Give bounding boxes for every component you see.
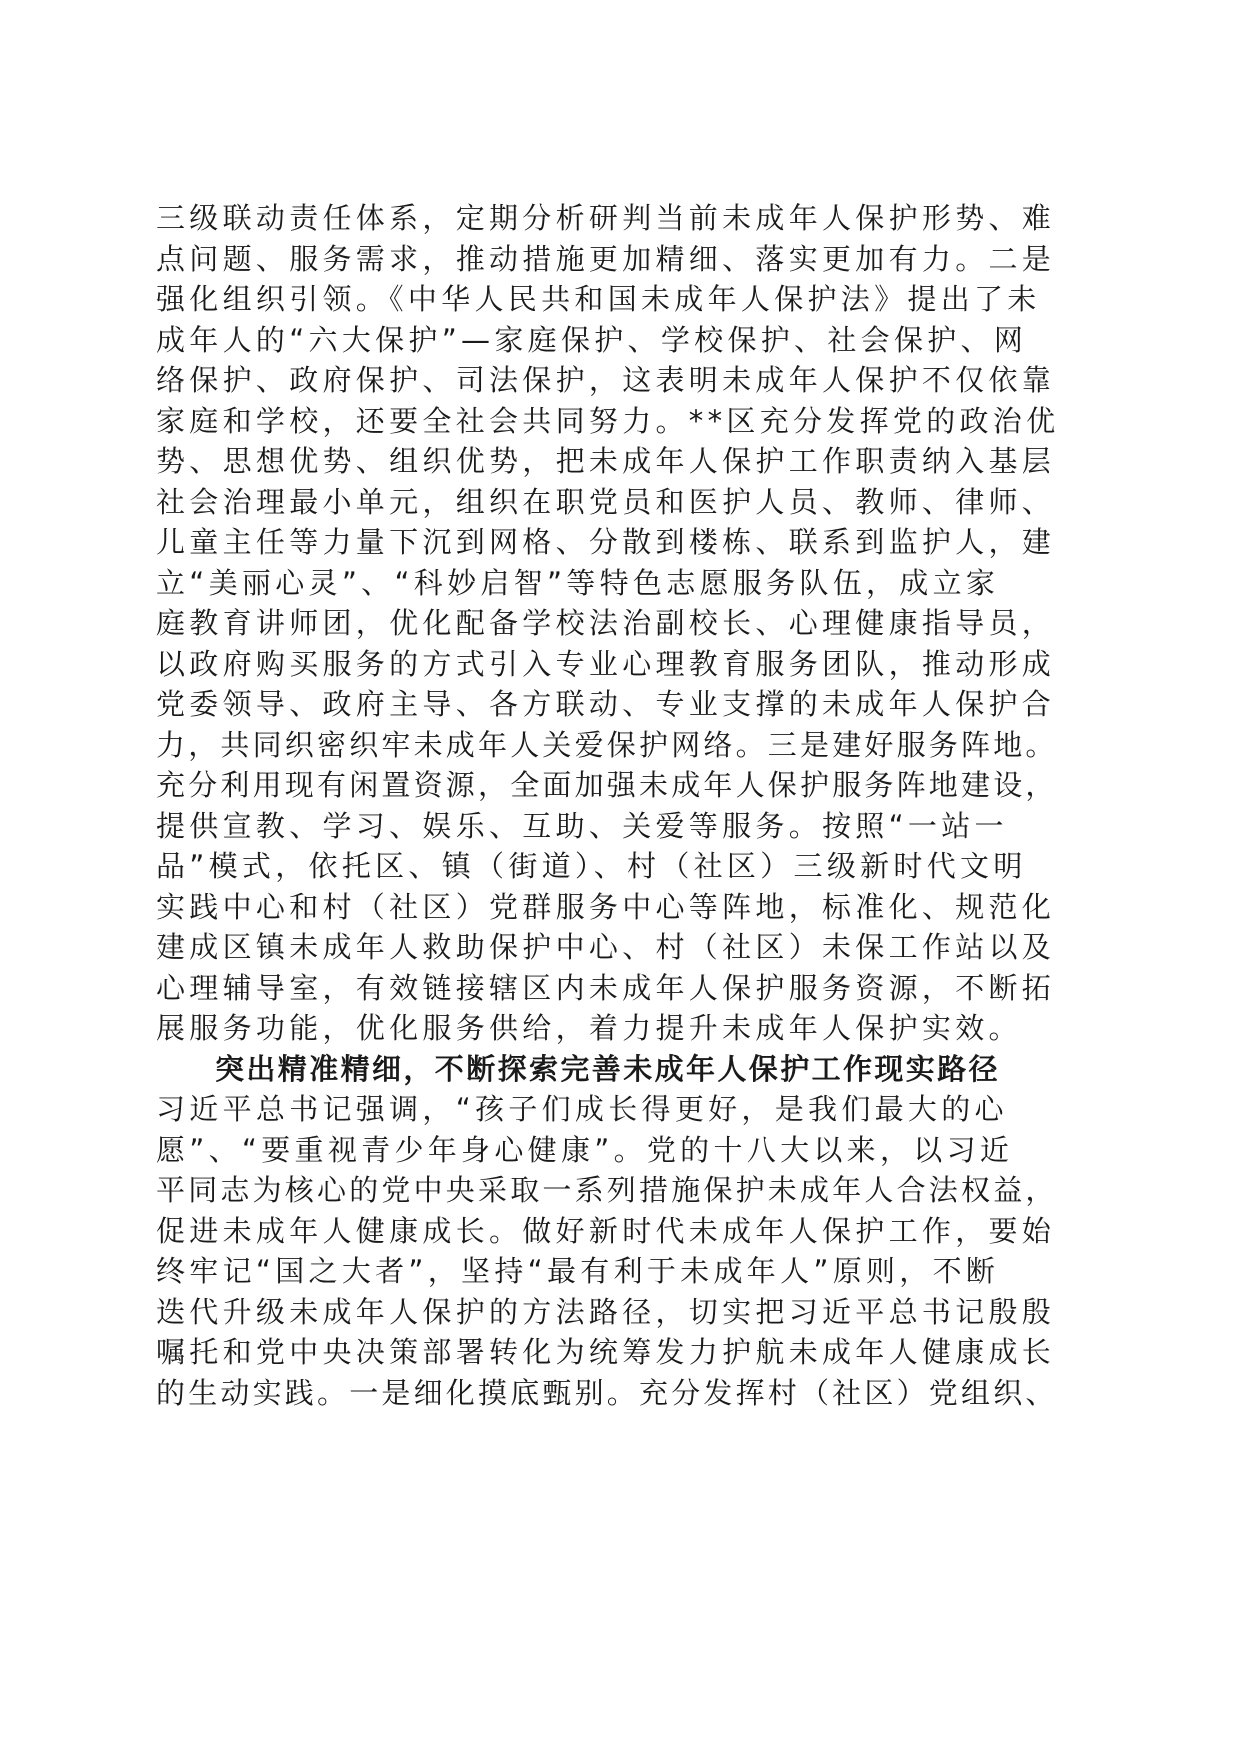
- text-line: 提供宣教、学习、娱乐、互助、关爱等服务。按照“一站一: [156, 808, 1008, 843]
- text-line: 儿童主任等力量下沉到网格、分散到楼栋、联系到监护人，建: [156, 525, 1056, 559]
- text-line: 品”模式，依托区、镇（街道）、村（社区）三级新时代文明: [156, 849, 1027, 883]
- text-line: 习近平总书记强调，“孩子们成长得更好，是我们最大的心: [156, 1092, 1008, 1126]
- text-line: 成年人的“六大保护”—家庭保护、学校保护、社会保护、网: [156, 322, 1028, 357]
- text-line: 强化组织引领。《中华人民共和国未成年人保护法》提出了未: [156, 282, 1041, 316]
- text-line: 三级联动责任体系，定期分析研判当前未成年人保护形势、难: [156, 201, 1056, 235]
- text-line: 势、思想优势、组织优势，把未成年人保护工作职责纳入基层: [156, 444, 1056, 478]
- text-line: 络保护、政府保护、司法保护，这表明未成年人保护不仅依靠: [156, 363, 1056, 397]
- text-line: 的生动实践。一是细化摸底甄别。充分发挥村（社区）党组织、: [156, 1375, 1058, 1410]
- text-line: 立“美丽心灵”、“科妙启智”等特色志愿服务队伍，成立家: [156, 565, 1000, 600]
- text-line: 展服务功能，优化服务供给，着力提升未成年人保护实效。: [156, 1011, 1022, 1045]
- section-heading: 突出精准精细，不断探索完善未成年人保护工作现实路径: [215, 1051, 1001, 1086]
- text-line: 迭代升级未成年人保护的方法路径，切实把习近平总书记殷殷: [156, 1294, 1056, 1329]
- text-line: 建成区镇未成年人救助保护中心、村（社区）未保工作站以及: [156, 930, 1056, 964]
- text-line: 嘱托和党中央决策部署转化为统筹发力护航未成年人健康成长: [156, 1335, 1056, 1369]
- text-line: 实践中心和村（社区）党群服务中心等阵地，标准化、规范化: [156, 889, 1056, 924]
- text-line: 充分利用现有闲置资源，全面加强未成年人保护服务阵地建设，: [156, 768, 1058, 802]
- text-line: 社会治理最小单元，组织在职党员和医护人员、教师、律师、: [156, 484, 1056, 519]
- text-line: 平同志为核心的党中央采取一系列措施保护未成年人合法权益，: [156, 1173, 1058, 1207]
- text-line: 愿”、“要重视青少年身心健康”。党的十八大以来，以习近: [156, 1132, 1014, 1167]
- text-line: 终牢记“国之大者”，坚持“最有利于未成年人”原则，不断: [156, 1254, 1000, 1288]
- text-line: 促进未成年人健康成长。做好新时代未成年人保护工作，要始: [156, 1213, 1056, 1248]
- text-line: 党委领导、政府主导、各方联动、专业支撑的未成年人保护合: [156, 687, 1056, 721]
- text-line: 家庭和学校，还要全社会共同努力。**区充分发挥党的政治优: [156, 403, 1060, 438]
- text-line: 庭教育讲师团，优化配备学校法治副校长、心理健康指导员，: [156, 606, 1056, 640]
- text-line: 以政府购买服务的方式引入专业心理教育服务团队，推动形成: [156, 646, 1056, 681]
- text-line: 点问题、服务需求，推动措施更加精细、落实更加有力。二是: [156, 241, 1056, 276]
- text-line: 力，共同织密织牢未成年人关爱保护网络。三是建好服务阵地。: [156, 727, 1058, 762]
- body-text: [156, 198, 1096, 1413]
- paragraph-2: [156, 1089, 1096, 1413]
- paragraph-1: [156, 198, 1096, 1049]
- text-line: 心理辅导室，有效链接辖区内未成年人保护服务资源，不断拓: [156, 970, 1056, 1005]
